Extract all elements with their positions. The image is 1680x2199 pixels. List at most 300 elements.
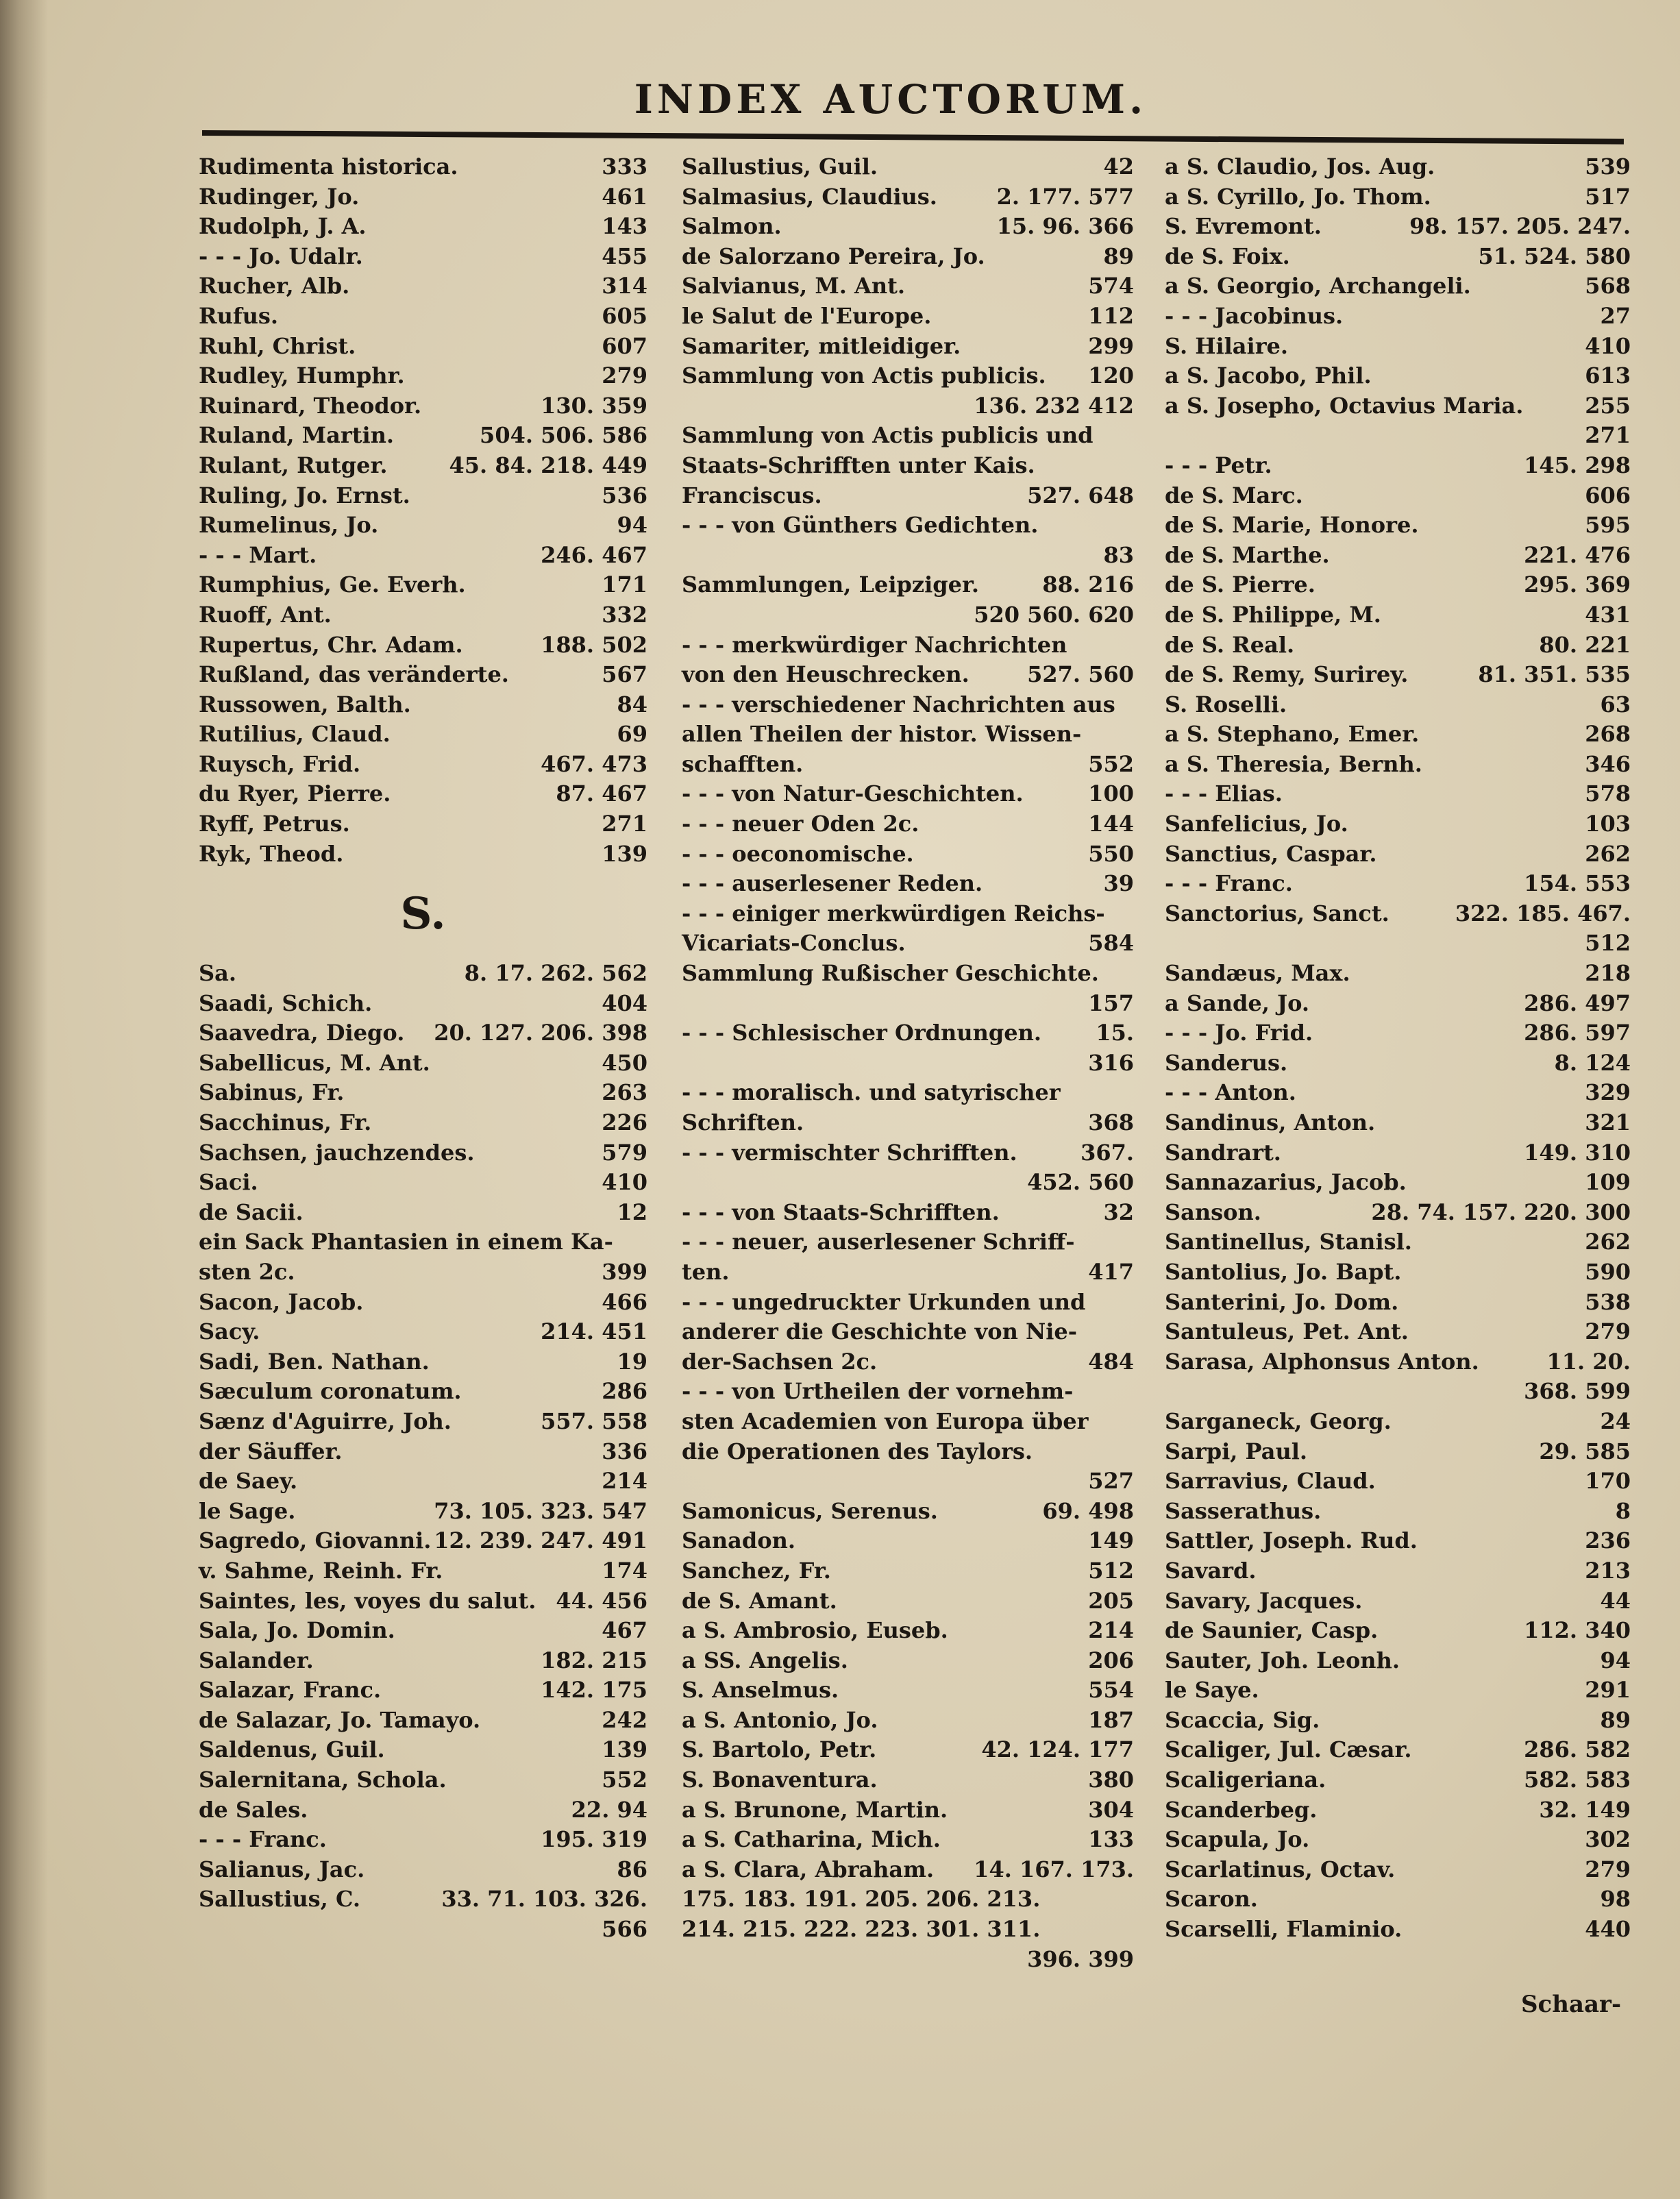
index-entry [199,332,647,362]
index-entry [1165,1317,1631,1347]
index-entry [1165,809,1631,839]
index-entry [1165,1884,1631,1915]
index-entry [1165,1437,1631,1467]
entry-pages: 218 [1585,960,1631,987]
entry-pages: 142. 175 [541,1677,647,1704]
entry-pages: 145. 298 [1524,452,1631,478]
entry-name: allen Theilen der histor. Wissen- [682,721,1082,748]
index-entry [1165,1048,1631,1079]
index-entry [199,600,647,630]
entry-pages: 527. 560 [1027,661,1134,688]
entry-name: Russowen, Balth. [199,691,411,717]
entry-pages: 440 [1585,1916,1631,1943]
index-entry [1165,1646,1631,1676]
entry-pages: 579 [602,1139,647,1166]
entry-name: Sadi, Ben. Nathan. [199,1348,430,1375]
entry-pages: 226 [602,1109,647,1135]
entry-pages: 98 [1600,1886,1631,1913]
entry-name: - - - Petr. [1165,452,1272,478]
entry-name: Sarravius, Claud. [1165,1468,1376,1495]
index-entry [199,1825,647,1855]
entry-name: - - - neuer, auserlesener Schriff- [682,1229,1075,1255]
index-entry [199,989,647,1019]
index-entry [1165,630,1631,661]
entry-pages: 130. 359 [541,392,647,419]
entry-name: - - - von Günthers Gedichten. [682,512,1039,539]
index-entry [1165,1018,1631,1048]
entry-name: Ruysch, Frid. [199,750,361,777]
entry-pages: 279 [1585,1318,1631,1345]
index-entry [1165,1526,1631,1556]
entry-pages: 22. 94 [571,1796,647,1823]
entry-pages: 206 [1088,1647,1134,1673]
index-entry [682,271,1134,302]
entry-pages: 333 [602,153,647,180]
entry-pages: 149. 310 [1524,1139,1631,1166]
index-entry [682,1646,1134,1676]
index-entry [682,182,1134,212]
index-entry [1165,391,1631,421]
entry-pages: 214 [602,1468,647,1495]
entry-name: Sanctius, Caspar. [1165,840,1377,867]
entry-name: de Sales. [199,1796,308,1823]
index-entry [682,839,1134,870]
entry-pages: 262 [1585,1229,1631,1255]
entry-pages: 595 [1585,512,1631,539]
entry-name: der Säuffer. [199,1438,343,1464]
index-entry [682,869,1134,899]
entry-name: - - - Jacobinus. [1165,302,1344,329]
index-entry [1165,660,1631,690]
index-entry [199,1078,647,1108]
entry-name: sten 2c. [199,1258,295,1285]
entry-name: Sanderus. [1165,1049,1288,1076]
entry-name: Sabinus, Fr. [199,1079,345,1106]
index-entry [682,1915,1134,1945]
entry-pages: 450 [602,1049,647,1076]
entry-name: Sacy. [199,1318,260,1345]
entry-pages: 94 [1600,1647,1631,1673]
index-entry [199,1915,647,1945]
entry-name: Savary, Jacques. [1165,1587,1363,1614]
entry-pages: 80. 221 [1539,631,1631,658]
index-entry [199,1048,647,1079]
entry-pages: 133 [1088,1826,1134,1853]
entry-pages: 566 [602,1916,647,1943]
index-entry [1165,690,1631,720]
entry-pages: 171 [602,572,647,598]
index-entry [199,779,647,809]
index-entry [199,1526,647,1556]
header-rule [202,130,1624,145]
entry-pages: 291 [1585,1677,1631,1704]
index-entry [1165,1825,1631,1855]
entry-name: de Saey. [199,1468,298,1495]
entry-pages: 170 [1585,1468,1631,1495]
entry-pages: 51. 524. 580 [1478,243,1631,269]
index-entry [199,182,647,212]
entry-pages: 536 [602,482,647,508]
index-entry [1165,1586,1631,1617]
entry-pages: 550 [1088,840,1134,867]
index-entry [199,1347,647,1377]
index-column-3 [1165,152,1631,1945]
index-entry [199,959,647,989]
entry-pages: 346 [1585,750,1631,777]
index-entry [682,630,1134,661]
index-entry [682,361,1134,391]
entry-name: Sandæus, Max. [1165,960,1350,987]
entry-name: de S. Marc. [1165,482,1303,508]
entry-pages: 606 [1585,482,1631,508]
entry-pages: 32 [1103,1199,1134,1225]
entry-pages: 42 [1103,153,1134,180]
entry-pages: 263 [602,1079,647,1106]
entry-name: Salander. [199,1647,314,1673]
entry-name: Rudolph, J. A. [199,213,367,240]
entry-name: Sammlung Rußischer Geschichte. [682,960,1099,987]
index-entry [1165,1765,1631,1795]
entry-pages: 42. 124. 177 [981,1736,1134,1763]
entry-pages: 279 [602,363,647,389]
entry-name: Rufus. [199,302,279,329]
index-entry [199,1198,647,1228]
entry-pages: 568 [1585,273,1631,299]
entry-name: Scarselli, Flaminio. [1165,1916,1403,1943]
index-entry [682,750,1134,780]
index-entry [1165,481,1631,511]
entry-pages: 539 [1585,153,1631,180]
entry-pages: 213 [1585,1557,1631,1584]
entry-name: Salernitana, Schola. [199,1767,447,1793]
entry-name: a S. Claudio, Jos. Aug. [1165,153,1435,180]
entry-name: a SS. Angelis. [682,1647,848,1673]
index-entry [1165,302,1631,332]
index-entry [682,1735,1134,1765]
index-entry [682,1825,1134,1855]
entry-name: Sabellicus, M. Ant. [199,1049,430,1076]
index-entry [682,1257,1134,1288]
entry-name: a S. Ambrosio, Euseb. [682,1617,948,1644]
entry-pages: 24 [1600,1408,1631,1434]
entry-pages: 271 [602,811,647,837]
index-entry [682,600,1134,630]
index-entry [1165,421,1631,451]
entry-pages: 271 [1585,422,1631,449]
index-entry [199,302,647,332]
index-entry [682,899,1134,929]
index-entry [682,541,1134,571]
index-entry [1165,1706,1631,1736]
entry-pages: 112. 340 [1524,1617,1631,1644]
entry-pages: 302 [1585,1826,1631,1853]
index-entry [199,1018,647,1048]
entry-name: Rudley, Humphr. [199,363,405,389]
entry-name: Sandinus, Anton. [1165,1109,1376,1135]
index-entry [682,1347,1134,1377]
index-entry [199,421,647,451]
index-entry [199,1646,647,1676]
index-entry [1165,600,1631,630]
catchword: Schaar- [1521,1991,1622,2018]
entry-pages: 69 [617,721,647,748]
index-entry [682,929,1134,959]
entry-name: de S. Real. [1165,631,1295,658]
index-entry [1165,1257,1631,1288]
index-entry [682,1616,1134,1646]
entry-pages: 286. 497 [1524,990,1631,1016]
index-entry [1165,1407,1631,1437]
index-entry [199,212,647,242]
entry-pages: 214. 451 [541,1318,647,1345]
entry-name: Salmasius, Claudius. [682,183,937,210]
entry-name: a S. Clara, Abraham. [682,1856,935,1882]
index-entry [199,361,647,391]
index-entry [199,1884,647,1915]
entry-pages: 8. 124 [1554,1049,1631,1076]
index-entry [1165,1198,1631,1228]
index-entry [682,391,1134,421]
entry-name: Sauter, Joh. Leonh. [1165,1647,1400,1673]
entry-pages: 45. 84. 218. 449 [449,452,647,478]
entry-pages: 574 [1088,273,1134,299]
entry-name: de Salazar, Jo. Tamayo. [199,1706,481,1733]
entry-pages: 246. 467 [541,541,647,568]
index-entry [1165,271,1631,302]
index-entry [682,809,1134,839]
index-column-2 [682,152,1134,1974]
entry-name: Sanson. [1165,1199,1261,1225]
entry-pages: 86 [617,1856,647,1882]
index-entry [199,481,647,511]
entry-name: a S. Theresia, Bernh. [1165,750,1422,777]
entry-name: Rupertus, Chr. Adam. [199,631,463,658]
entry-pages: 236 [1585,1527,1631,1554]
entry-pages: 410 [602,1169,647,1196]
index-entry [682,660,1134,690]
index-entry [199,511,647,541]
entry-pages: 88. 216 [1042,572,1134,598]
entry-pages: 466 [602,1288,647,1315]
index-entry [199,242,647,272]
entry-name: a S. Antonio, Jo. [682,1706,878,1733]
entry-name: le Saye. [1165,1677,1259,1704]
index-entry [682,989,1134,1019]
entry-name: - - - verschiedener Nachrichten aus [682,691,1115,717]
entry-pages: 279 [1585,1856,1631,1882]
entry-pages: 144 [1088,811,1134,837]
entry-pages: 120 [1088,363,1134,389]
entry-name: Ryff, Petrus. [199,811,350,837]
entry-pages: 32. 149 [1539,1796,1631,1823]
index-entry [682,1706,1134,1736]
entry-name: anderer die Geschichte von Nie- [682,1318,1078,1345]
entry-pages: 27 [1600,302,1631,329]
entry-pages: 607 [602,332,647,359]
index-entry [682,1795,1134,1826]
entry-name: Saldenus, Guil. [199,1736,385,1763]
index-entry [682,1377,1134,1407]
entry-name: von den Heuschrecken. [682,661,969,688]
entry-pages: 39 [1103,870,1134,897]
entry-pages: 112 [1088,302,1134,329]
index-entry [1165,1915,1631,1945]
entry-name: Vicariats-Conclus. [682,930,906,957]
entry-name: Salmon. [682,213,782,240]
index-entry [1165,1675,1631,1706]
index-entry [199,1556,647,1586]
entry-name: de S. Marthe. [1165,541,1330,568]
entry-name: Rußland, das veränderte. [199,661,509,688]
entry-name: Sannazarius, Jacob. [1165,1169,1407,1196]
index-entry [199,1317,647,1347]
entry-name: - - - vermischter Schrifften. [682,1139,1017,1166]
index-entry [682,1288,1134,1318]
entry-pages: 195. 319 [541,1826,647,1853]
entry-pages: 188. 502 [541,631,647,658]
entry-name: du Ryer, Pierre. [199,781,391,807]
entry-name: de Sacii. [199,1199,304,1225]
entry-pages: 552 [1088,750,1134,777]
entry-pages: 404 [602,990,647,1016]
index-entry [199,391,647,421]
index-entry [1165,1735,1631,1765]
entry-pages: 139 [602,840,647,867]
entry-pages: 11. 20. [1546,1348,1631,1375]
entry-pages: 527 [1088,1468,1134,1495]
entry-name: Sænz d'Aguirre, Joh. [199,1408,452,1434]
entry-pages: 2. 177. 577 [996,183,1134,210]
index-entry [199,1586,647,1617]
entry-name: de S. Philippe, M. [1165,601,1381,628]
index-entry [682,959,1134,989]
entry-pages: 87. 467 [556,781,647,807]
entry-name: a S. Stephano, Emer. [1165,721,1420,748]
entry-pages: 467 [602,1617,647,1644]
index-entry [682,1437,1134,1467]
index-entry [199,660,647,690]
entry-name: ten. [682,1258,730,1285]
entry-name: 214. 215. 222. 223. 301. 311. [682,1916,1041,1943]
entry-name: S. Roselli. [1165,691,1287,717]
entry-name: Salazar, Franc. [199,1677,382,1704]
entry-name: Santolius, Jo. Bapt. [1165,1258,1402,1285]
index-entry [1165,451,1631,481]
entry-name: Staats-Schrifften unter Kais. [682,452,1035,478]
index-entry [1165,152,1631,182]
entry-pages: 63 [1600,691,1631,717]
entry-pages: 452. 560 [1027,1169,1134,1196]
index-entry [682,1765,1134,1795]
entry-name: - - - von Natur-Geschichten. [682,781,1024,807]
index-entry [1165,242,1631,272]
index-entry [199,1466,647,1497]
entry-name: S. Evremont. [1165,213,1322,240]
index-entry [682,1855,1134,1885]
index-entry [199,839,647,870]
entry-name: Saintes, les, voyes du salut. [199,1587,536,1614]
index-entry [1165,511,1631,541]
entry-pages: 187 [1088,1706,1134,1733]
index-entry [199,1765,647,1795]
entry-name: der-Sachsen 2c. [682,1348,878,1375]
entry-name: Ruoff, Ant. [199,601,332,628]
index-entry [1165,779,1631,809]
entry-name: - - - Franc. [1165,870,1293,897]
index-entry [1165,1556,1631,1586]
entry-pages: 467. 473 [541,750,647,777]
page-title: INDEX AUCTORUM. [634,76,1148,123]
entry-name: Rumphius, Ge. Everh. [199,572,466,598]
index-entry [682,1556,1134,1586]
entry-pages: 255 [1585,392,1631,419]
entry-pages: 455 [602,243,647,269]
index-entry [199,1706,647,1736]
entry-name: Franciscus. [682,482,822,508]
index-entry [199,1855,647,1885]
index-entry [682,690,1134,720]
index-entry [682,1138,1134,1168]
index-entry [682,212,1134,242]
entry-pages: 12 [617,1199,647,1225]
entry-pages: 28. 74. 157. 220. 300 [1371,1199,1631,1225]
entry-name: Samariter, mitleidiger. [682,332,961,359]
entry-name: S. Bonaventura. [682,1767,878,1793]
index-entry [1165,1108,1631,1138]
index-entry [199,1437,647,1467]
entry-name: Saci. [199,1169,258,1196]
index-entry [682,1526,1134,1556]
entry-name: Sa. [199,960,236,987]
entry-pages: 268 [1585,721,1631,748]
entry-name: - - - Schlesischer Ordnungen. [682,1020,1041,1046]
entry-name: Sagredo, Giovanni. [199,1527,432,1554]
book-gutter [0,0,48,2199]
index-entry [1165,1347,1631,1377]
index-entry [199,271,647,302]
entry-pages: 578 [1585,781,1631,807]
index-entry [682,1227,1134,1257]
entry-pages: 15. 96. 366 [996,213,1134,240]
entry-name: Sammlungen, Leipziger. [682,572,980,598]
entry-name: - - - Anton. [1165,1079,1296,1106]
entry-pages: 44. 456 [556,1587,647,1614]
entry-pages: 584 [1088,930,1134,957]
index-entry [682,1945,1134,1975]
index-entry [682,511,1134,541]
entry-name: - - - einiger merkwürdigen Reichs- [682,900,1105,926]
index-entry [199,1795,647,1826]
entry-pages: 314 [602,273,647,299]
index-entry [1165,899,1631,929]
index-entry [199,1497,647,1527]
index-entry [199,1735,647,1765]
entry-name: - - - von Urtheilen der vornehm- [682,1378,1074,1405]
index-entry [1165,541,1631,571]
entry-pages: 538 [1585,1288,1631,1315]
index-entry [682,421,1134,451]
entry-pages: 12. 239. 247. 491 [434,1527,647,1554]
entry-name: Scanderbeg. [1165,1796,1318,1823]
index-entry [199,720,647,750]
entry-pages: 299 [1088,332,1134,359]
entry-pages: 329 [1585,1079,1631,1106]
index-entry [682,152,1134,182]
index-entry [199,1168,647,1198]
entry-pages: 98. 157. 205. 247. [1409,213,1631,240]
index-entry [199,1377,647,1407]
entry-name: a S. Cyrillo, Jo. Thom. [1165,183,1431,210]
